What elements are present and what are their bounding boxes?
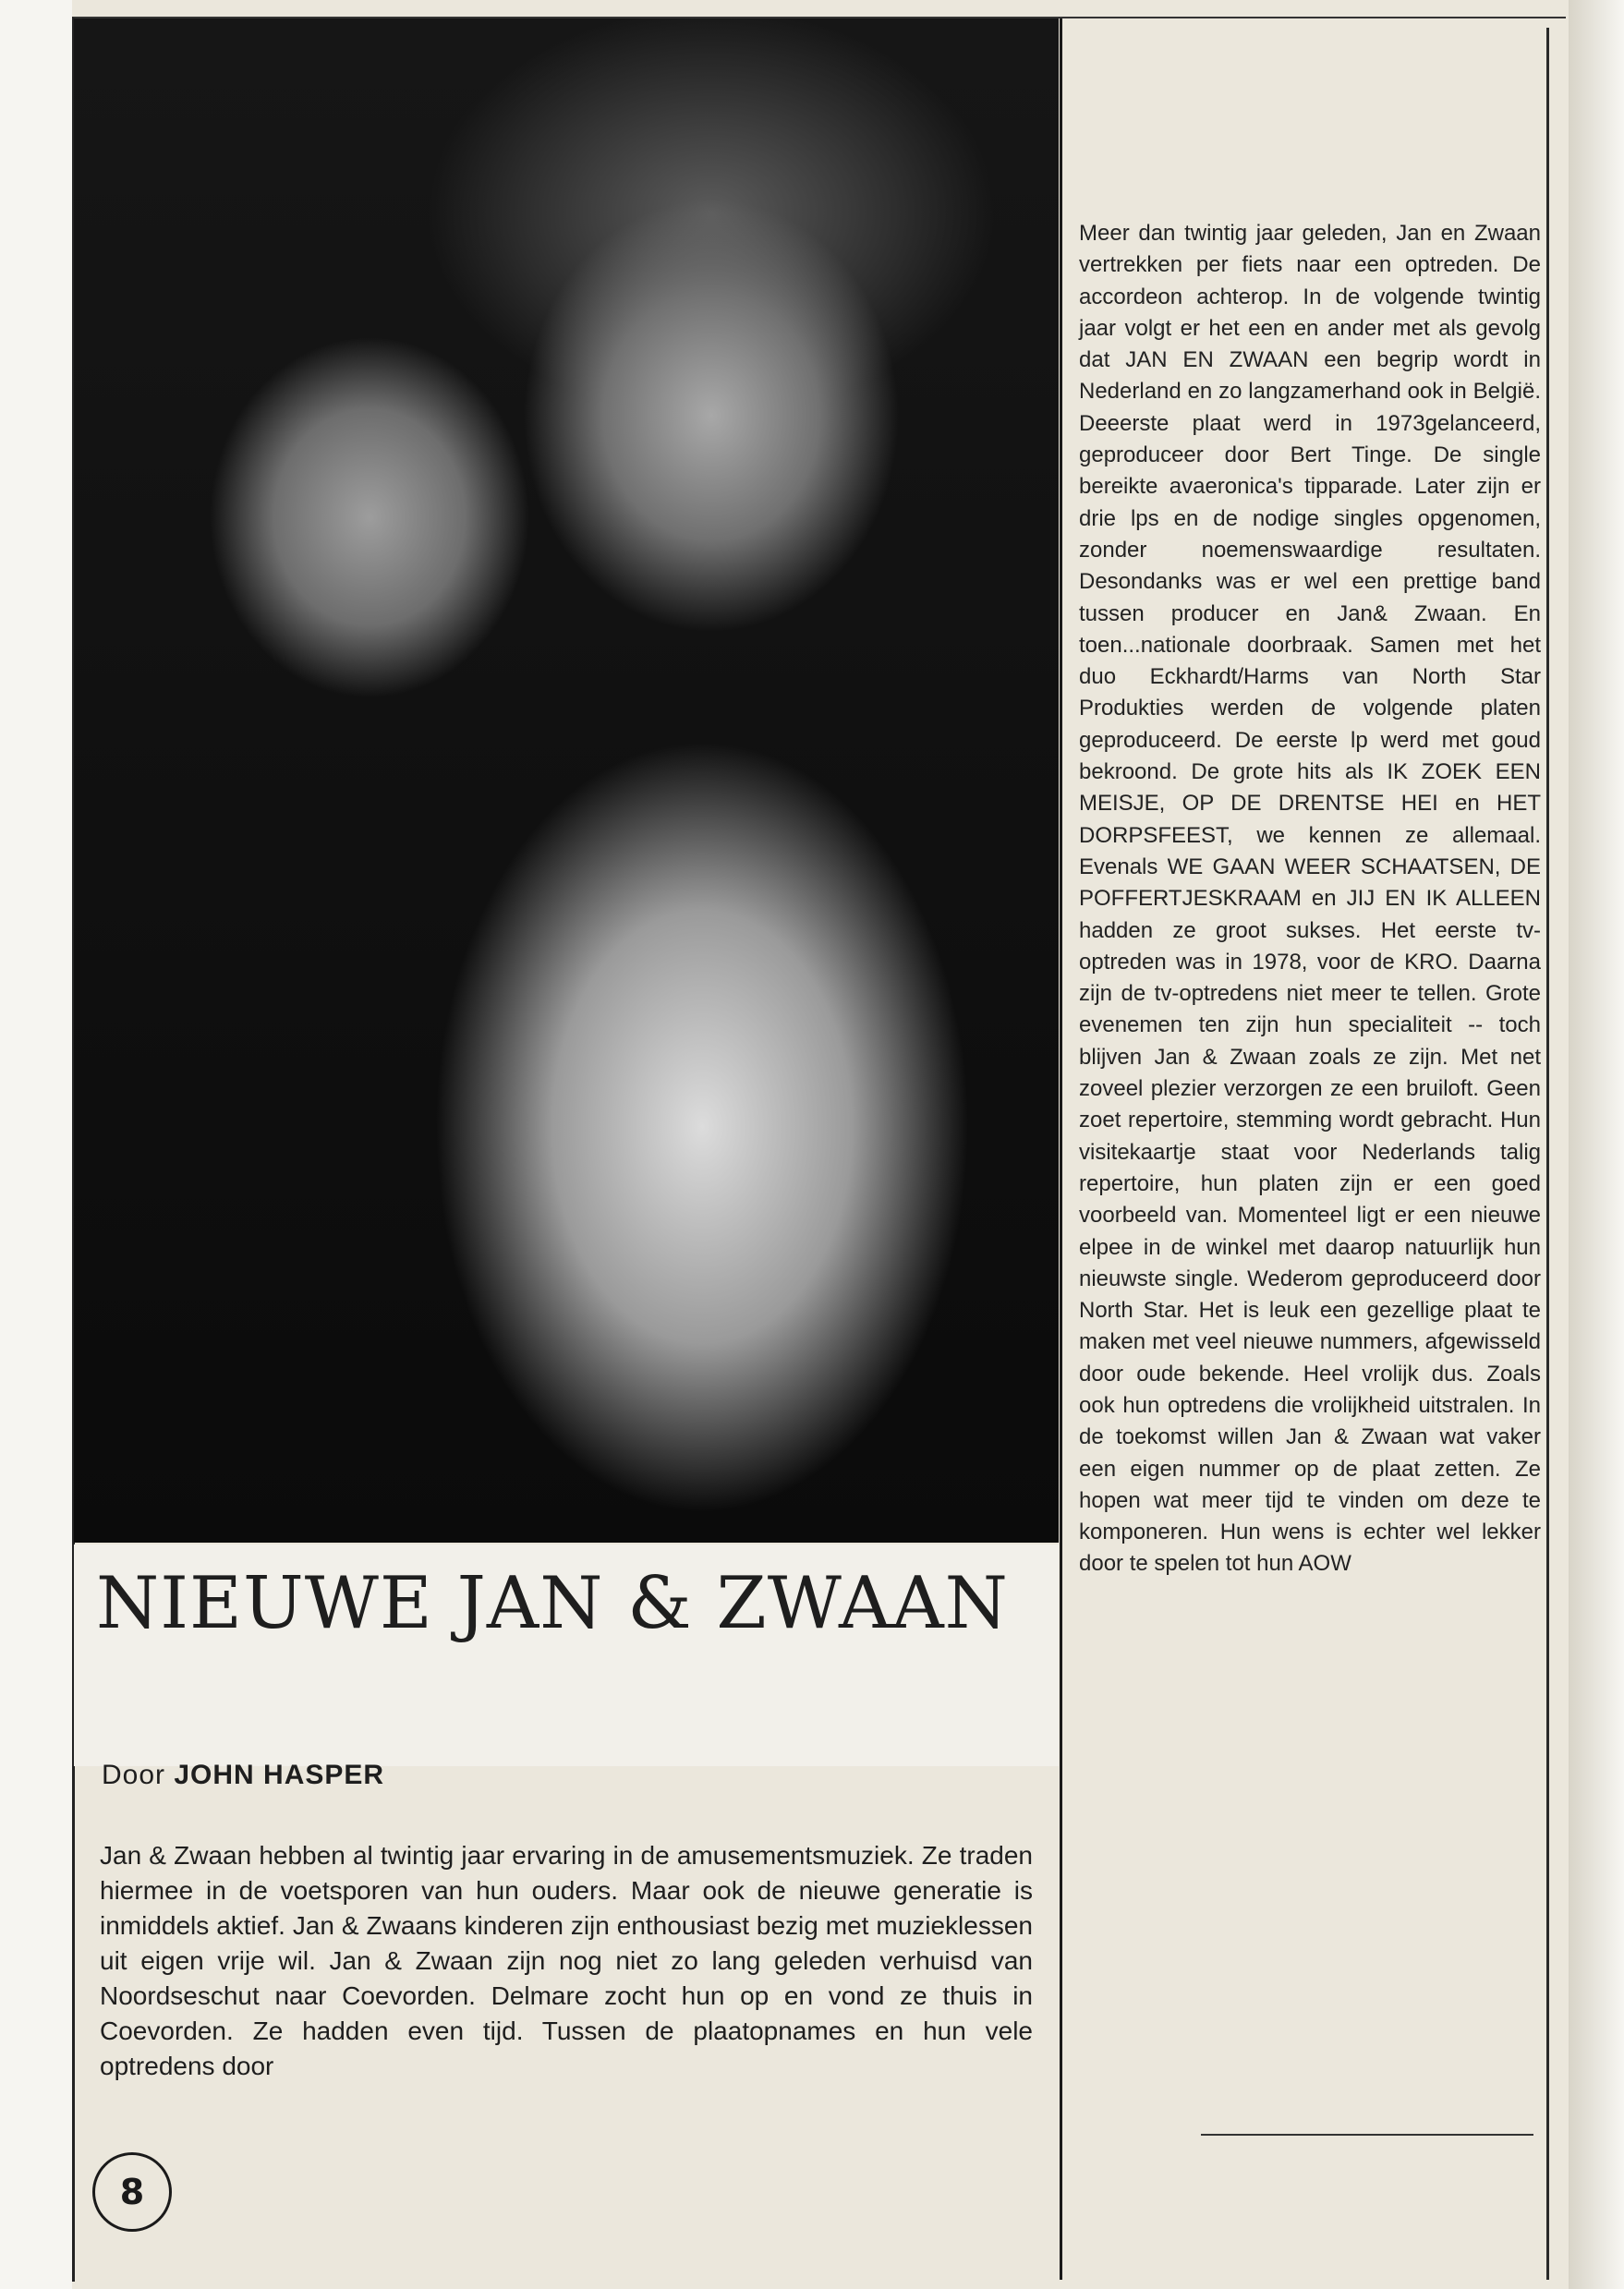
article-end-rule: [1201, 2134, 1533, 2136]
page-binding-right: [1569, 0, 1624, 2289]
page-margin-left: [0, 0, 72, 2289]
column-divider: [1060, 18, 1062, 2280]
article-photo: [74, 18, 1059, 1543]
article-body-column: Meer dan twintig jaar geleden, Jan en Zwaan vertrekken per fiets naar een optreden. De accordeon achterop. In de volgende twintig jaar volgt er het een en ander met als gevolg dat JAN EN ZWAAN een begrip wordt in Nederland en zo langzamerhand ook in België. Deeerste plaat werd in 1973gelanceerd, geproduceer door Bert Tinge. De single bereikte avaeronica's tipparade. Later zijn er drie lps en de nodige singles opgenomen, zonder noemenswaardige resultaten. Desondanks was er wel een prettige band tussen producer en Jan& Zwaan. En toen...nationale doorbraak. Samen met het duo Eckhardt/Harms van North Star Produkties werden de volgende platen geproduceerd. De eerste lp werd met goud bekroond. De grote hits als IK ZOEK EEN MEISJE, OP DE DRENTSE HEI en HET DORPSFEEST, we kennen ze allemaal. Evenals WE GAAN WEER SCHAATSEN, DE POFFERTJESKRAAM en JIJ EN IK ALLEEN hadden ze groot sukses. Het eerste tv-optreden was in 1978, voor de KRO. Daarna zijn de tv-optredens niet meer te tellen. Grote evenemen ten zijn hun specialiteit -- toch blijven Jan & Zwaan zoals ze zijn. Met net zoveel plezier verzorgen ze een bruiloft. Geen zoet repertoire, stemming wordt gebracht. Hun visitekaartje staat voor Nederlands talig repertoire, hun platen zijn er een goed voorbeeld van. Momenteel ligt er een nieuwe elpee in de winkel met daarop natuurlijk hun nieuwste single. Wederom geproduceerd door North Star. Het is leuk een gezellige plaat te maken met veel nieuwe nummers, afgewisseld door oude bekende. Heel vrolijk dus. Zoals ook hun optredens die vrolijkheid uitstralen. In de toekomst willen Jan & Zwaan wat vaker een eigen nummer op de plaat zetten. Ze hopen wat meer tijd te vinden om deze te komponeren. Hun wens is echter wel lekker door te spelen tot hun AOW: [1079, 221, 1541, 1577]
column-right-rule: [1546, 28, 1549, 2280]
byline-author: JOHN HASPER: [174, 1760, 385, 1790]
byline: [102, 1760, 384, 1791]
page-number: 8: [92, 2152, 172, 2232]
article-headline: NIEUWE JAN & ZWAAN: [96, 1562, 1009, 1645]
article-intro: Jan & Zwaan hebben al twintig jaar ervaring in de amusementsmuziek. Ze traden hiermee in de voetsporen van hun ouders. Maar ook de nieuwe generatie is inmiddels aktief. Jan & Zwaans kinderen zijn enthousiast bezig met muzieklessen uit eigen vrije wil. Jan & Zwaan zijn nog niet zo lang geleden verhuisd van Noordseschut naar Coevorden. Delmare zocht hun op en vond ze thuis in Coevorden. Ze hadden even tijd. Tussen de plaatopnames en hun vele optredens door: [100, 1841, 1033, 2080]
byline-prefix: Door: [102, 1760, 166, 1790]
